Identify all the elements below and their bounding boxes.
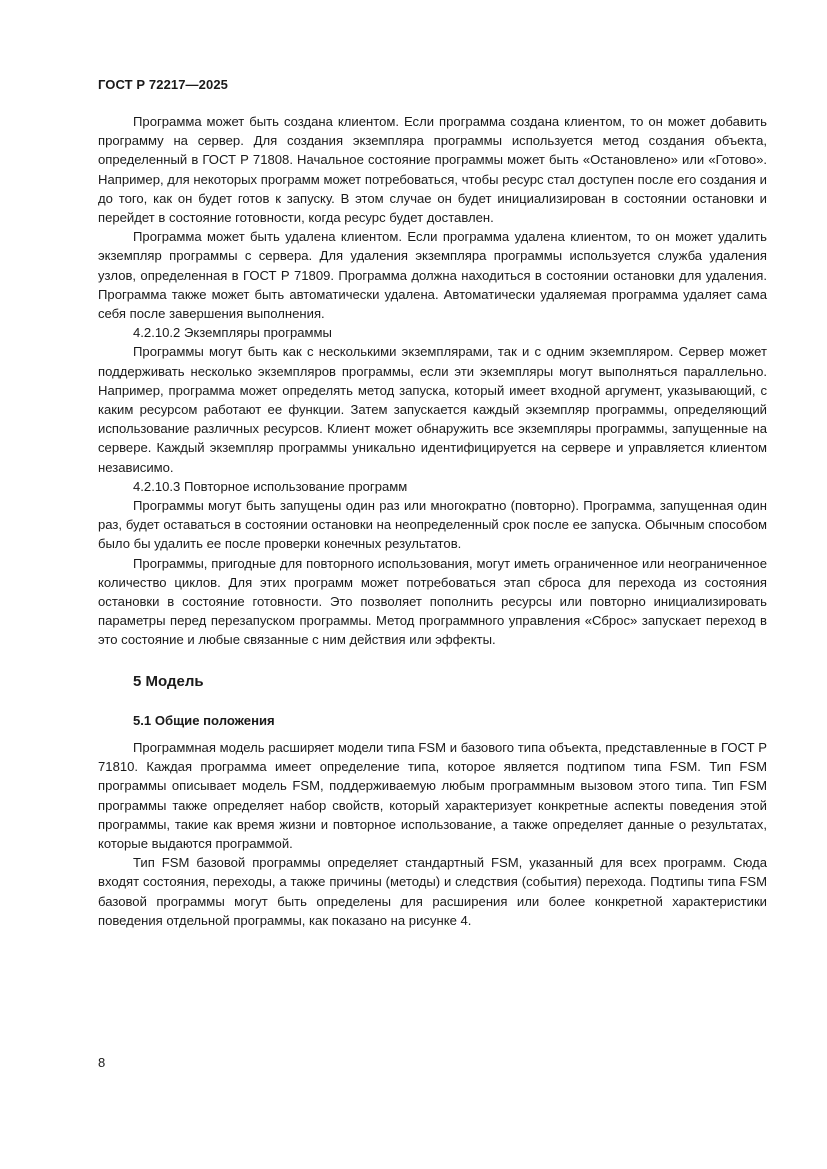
subsection-heading-4-2-10-2: 4.2.10.2 Экземпляры программы [133,325,332,341]
document-body [98,112,767,930]
paragraph-program-model: Программная модель расширяет модели типа FSM и базового типа объекта, представленные в ГОСТ Р 71810. Каждая программа имеет определение типа, которое является подтипом типа FSM. Тип FSM программы описывает модель FSM, поддерживаемую любым программным вызовом этого типа. Тип FSM программы также определяет набор свойств, который характеризует конкретные аспекты поведения этой программы, такие как время жизни и повторное использование, а также определяет данные о результатах, которые выдаются программой. [98,739,767,851]
paragraph-program-run-once: Программы могут быть запущены один раз или многократно (повторно). Программа, запущенная один раз, будет оставаться в состоянии остановки на неопределенный срок после ее запуска. Обычным способом было бы удалить ее после проверки конечных результатов. [98,498,767,552]
subsection-heading-4-2-10-3: 4.2.10.3 Повторное использование программ [133,478,408,494]
section-heading-5: 5 Модель [133,672,204,690]
paragraph-program-reusable: Программы, пригодные для повторного использования, могут иметь ограниченное или неограниченное количество циклов. Для этих программ может потребоваться этап сброса для перехода из состояния остановки в состояние готовности. Это позволяет пополнить ресурсы или повторно инициализировать параметры перед перезапуском программы. Метод программного управления «Сброс» запускает переход в это состояние и любые связанные с ним действия или эффекты. [98,555,767,648]
paragraph-program-instances: Программы могут быть как с несколькими экземплярами, так и с одним экземпляром. Сервер может поддерживать несколько экземпляров программы, если эти экземпляры могут выполняться параллельно. Например, программа может определять метод запуска, который имеет входной аргумент, указывающий, с каким ресурсом работают ее функции. Затем запускается каждый экземпляр программы, определяющий использование различных ресурсов. Клиент может обнаружить все экземпляры программы, запущенные на сервере. Каждый экземпляр программы уникально идентифицируется на сервере и управляется клиентом независимо. [98,344,767,475]
section-heading-5-1: 5.1 Общие положения [133,712,275,728]
page-number: 8 [98,1055,106,1070]
paragraph-program-creation: Программа может быть создана клиентом. Если программа создана клиентом, то он может добавить программу на сервер. Для создания экземпляра программы используется метод создания объекта, определенный в ГОСТ Р 71808. Начальное состояние программы может быть «Остановлено» или «Готово». Например, для некоторых программ может потребоваться, чтобы ресурс стал доступен после его создания и до того, как он будет готов к запуску. В этом случае он будет инициализирован в состоянии остановки и перейдет в состояние готовности, когда ресурс будет доставлен. [98,114,767,226]
paragraph-program-deletion: Программа может быть удалена клиентом. Если программа удалена клиентом, то он может удалить экземпляр программы с сервера. Для удаления экземпляра программы используется служба удаления узлов, определенная в ГОСТ Р 71809. Программа должна находиться в состоянии остановки для удаления. Программа также может быть автоматически удалена. Автоматически удаляемая программа удаляет сама себя после завершения выполнения. [98,229,767,322]
paragraph-base-program-fsm: Тип FSM базовой программы определяет стандартный FSM, указанный для всех программ. Сюда входят состояния, переходы, а также причины (методы) и следствия (события) перехода. Подтипы типа FSM базовой программы могут быть определены для расширения или более конкретной характеристики поведения отдельной программы, как показано на рисунке 4. [98,855,767,928]
document-code-header: ГОСТ Р 72217—2025 [98,77,228,92]
